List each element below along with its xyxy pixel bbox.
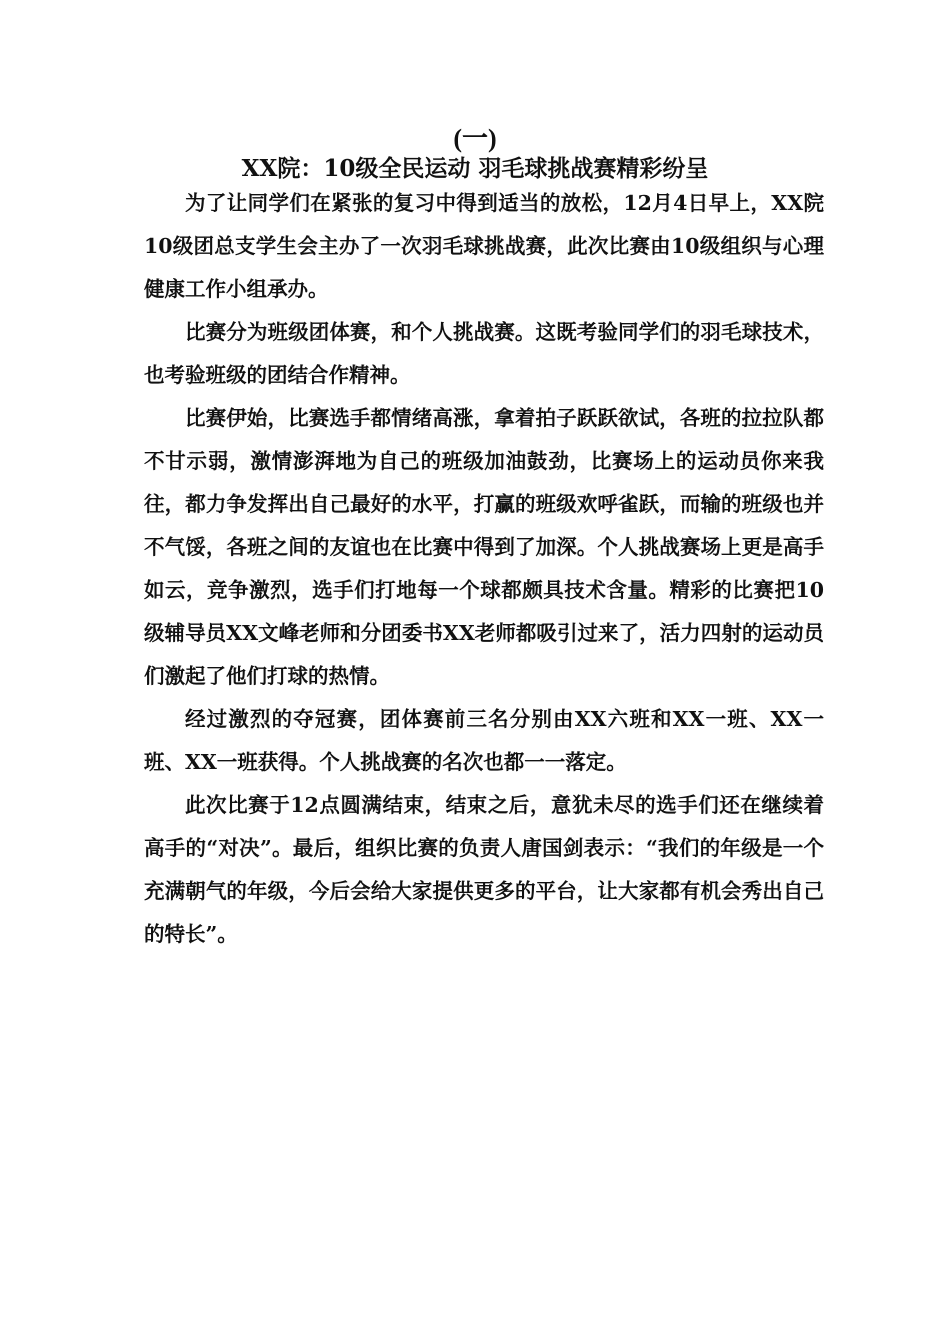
article-title: XX院：10级全民运动 羽毛球挑战赛精彩纷呈 — [241, 155, 709, 182]
paragraph-conclusion: 此次比赛于12点圆满结束，结束之后，意犹未尽的选手们还在继续着高手的“对决”。最后，组织比赛的负责人唐国剑表示：“我们的年级是一个充满朝气的年级，今后会给大家提供更多的平台，让大家都有机会秀出自己的特长”。 — [144, 793, 824, 946]
section-number: (一) — [453, 124, 497, 153]
article-body — [144, 182, 824, 956]
paragraph-match-description: 比赛伊始，比赛选手都情绪高涨，拿着拍子跃跃欲试，各班的拉拉队都不甘示弱，激情澎湃地为自己的班级加油鼓劲，比赛场上的运动员你来我往，都力争发挥出自己最好的水平，打赢的班级欢呼雀跃，而输的班级也并不气馁，各班之间的友谊也在比赛中得到了加深。个人挑战赛场上更是高手如云，竞争激烈，选手们打地每一个球都颇具技术含量。精彩的比赛把10级辅导员XX文峰老师和分团委书XX老师都吸引过来了，活力四射的运动员们激起了他们打球的热情。 — [144, 406, 824, 688]
paragraph-results: 经过激烈的夺冠赛，团体赛前三名分别由XX六班和XX一班、XX一班、XX一班获得。个人挑战赛的名次也都一一落定。 — [144, 707, 824, 774]
paragraph-intro: 为了让同学们在紧张的复习中得到适当的放松，12月4日早上，XX院10级团总支学生会主办了一次羽毛球挑战赛，此次比赛由10级组织与心理健康工作小组承办。 — [144, 191, 824, 301]
paragraph-format: 比赛分为班级团体赛，和个人挑战赛。这既考验同学们的羽毛球技术，也考验班级的团结合作精神。 — [144, 320, 824, 387]
